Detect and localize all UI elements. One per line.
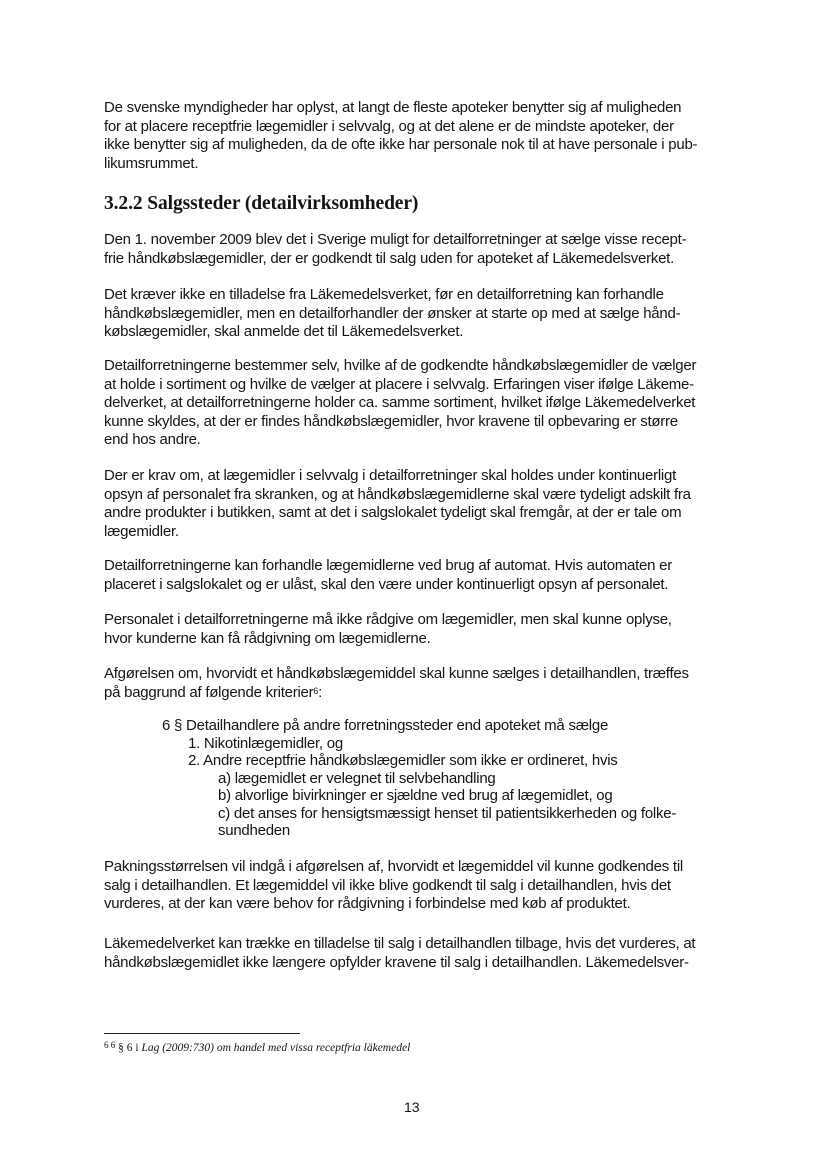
intro-paragraph: [104, 99, 744, 173]
criteria-text: på baggrund af følgende kriterier: [104, 683, 314, 701]
text-line: vurderes, at der kan være behov for rådgivning i forbindelse med køb af produktet.: [104, 895, 631, 912]
text-line: for at placere receptfrie lægemidler i selvvalg, og at det alene er de mindste apoteker, der: [104, 117, 674, 135]
text-line: opsyn af personalet fra skranken, og at håndkøbslægemidlerne skal være tydeligt adskilt fra: [104, 485, 691, 503]
text-line: delverket, at detailforretningerne holder ca. samme sortiment, hvilket ifølge Läkemedelverket: [104, 394, 696, 411]
paragraph-assortment: [104, 357, 744, 450]
text-line: Detailforretningerne bestemmer selv, hvilke af de godkendte håndkøbslægemidler de vælger: [104, 357, 697, 374]
text-line: Pakningsstørrelsen vil indgå i afgørelsen af, hvorvidt et lægemiddel vil kunne godkendes til: [104, 858, 683, 875]
text-line: ikke benytter sig af muligheden, da de ofte ikke har personale nok til at have personale i pub-: [104, 136, 698, 153]
footnote-prefix: § 6 i: [118, 1042, 142, 1054]
quote-subitem: c) det anses for hensigtsmæssigt henset til patientsikkerheden og folke-: [218, 804, 677, 822]
quote-subitem: b) alvorlige bivirkninger er sjældne ved brug af lægemidlet, og: [218, 787, 613, 804]
text-line: Det kræver ikke en tilladelse fra Läkemedelsverket, før en detailforretning kan forhandle: [104, 286, 664, 303]
paragraph-sale-start: [104, 231, 744, 268]
text-line: De svenske myndigheder har oplyst, at langt de fleste apoteker benytter sig af muligheden: [104, 99, 682, 116]
text-line: frie håndkøbslægemidler, der er godkendt til salg uden for apoteket af Läkemedelsverket.: [104, 249, 675, 267]
text-line: håndkøbslægemidler, men en detailforhandler der ønsker at starte op med at sælge hånd-: [104, 304, 681, 322]
text-line: salg i detailhandlen. Et lægemiddel vil ikke blive godkendt til salg i detailhandlen, hvis det: [104, 876, 671, 894]
text-line: placeret i salgslokalet og er ulåst, skal den være under kontinuerligt opsyn af personalet.: [104, 575, 669, 593]
footnote-marker: 6 6: [104, 1040, 116, 1050]
footnote: [104, 1042, 410, 1054]
text-line: Läkemedelverket kan trække en tilladelse til salg i detailhandlen tilbage, hvis det vurderes, at: [104, 935, 696, 952]
footnote-reference: 6: [313, 685, 319, 696]
text-line: lægemidler.: [104, 522, 179, 540]
text-line: Der er krav om, at lægemidler i selvvalg i detailforretninger skal holdes under kontinuerligt: [104, 467, 677, 484]
paragraph-criteria-intro: [104, 665, 744, 702]
text-line: Den 1. november 2009 blev det i Sverige muligt for detailforretninger at sælge visse recept-: [104, 231, 687, 248]
section-heading: 3.2.2 Salgssteder (detailvirksomheder): [104, 193, 419, 214]
text-line: købslægemidler, skal anmelde det til Läkemedelsverket.: [104, 323, 464, 340]
quote-subitem: a) lægemidlet er velegnet til selvbehandling: [218, 769, 496, 787]
quote-item: 2. Andre receptfrie håndkøbslægemidler som ikke er ordineret, hvis: [188, 752, 618, 769]
text-line: likumsrummet.: [104, 154, 199, 172]
text-line: hvor kunderne kan få rådgivning om lægemidlerne.: [104, 629, 431, 647]
criteria-colon: :: [318, 683, 323, 701]
paragraph-supervision: [104, 467, 744, 541]
text-line: Afgørelsen om, hvorvidt et håndkøbslægemiddel skal kunne sælges i detailhandlen, træffes: [104, 665, 689, 682]
legal-quote: [162, 717, 676, 840]
text-line: Personalet i detailforretningerne må ikke rådgive om lægemidler, men skal kunne oplyse,: [104, 611, 672, 628]
footnote-divider: [104, 1033, 300, 1034]
footnote-citation: Lag (2009:730) om handel med vissa receptfria läkemedel: [141, 1042, 411, 1054]
text-line: [104, 684, 744, 703]
paragraph-advice: [104, 611, 744, 648]
text-line: andre produkter i butikken, samt at det i salgslokalet tydeligt skal fremgår, at der er tale om: [104, 504, 682, 521]
text-line: kunne skyldes, at der er findes håndkøbslægemidler, hvor kravene til opbevaring er større: [104, 412, 678, 430]
quote-lead: 6 § Detailhandlere på andre forretningssteder end apoteket må sælge: [162, 717, 609, 734]
paragraph-withdrawal: [104, 935, 744, 972]
quote-item: 1. Nikotinlægemidler, og: [188, 734, 343, 752]
quote-subitem: sundheden: [218, 822, 290, 839]
paragraph-no-license: [104, 286, 744, 342]
text-line: end hos andre.: [104, 431, 201, 448]
text-line: håndkøbslægemidlet ikke længere opfylder kravene til salg i detailhandlen. Läkemedelsver-: [104, 953, 689, 971]
text-line: Detailforretningerne kan forhandle lægemidlerne ved brug af automat. Hvis automaten er: [104, 557, 672, 574]
text-line: at holde i sortiment og hvilke de vælger at placere i selvvalg. Erfaringen viser ifølge Läkeme-: [104, 375, 694, 393]
page-number: 13: [404, 1099, 420, 1115]
paragraph-automat: [104, 557, 744, 594]
paragraph-package-size: [104, 858, 744, 914]
